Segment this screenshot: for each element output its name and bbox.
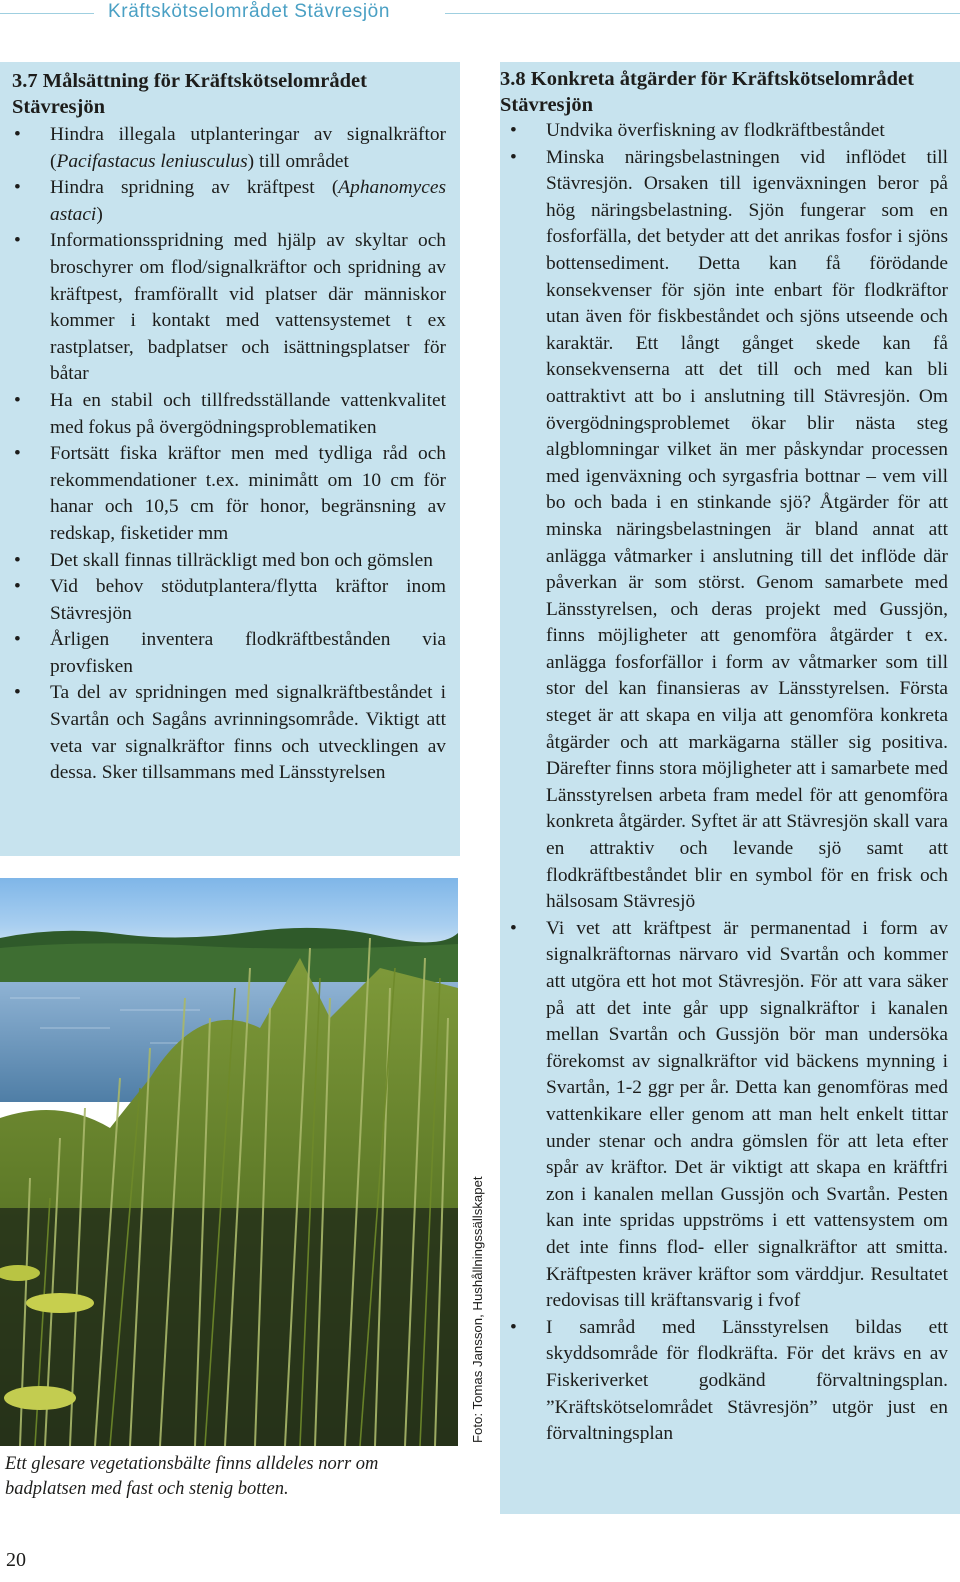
lake-reeds-illustration [0, 878, 458, 1446]
goal-item: • Vid behov stödutplantera/flytta kräftor inom Stävresjön [14, 576, 446, 624]
bullet: • [14, 576, 21, 598]
goals-box [0, 62, 460, 856]
actions-heading: 3.8 Konkreta åtgärder för Kräftskötselområdet Stävresjön [500, 68, 914, 116]
goal-item: • Hindra illegala utplanteringar av signalkräftor (Pacifastacus leniusculus) till området [14, 124, 446, 172]
bullet: • [14, 629, 21, 651]
goal-item: • Ta del av spridningen med signalkräftbeståndet i Svartån och Sagåns avrinningsområde. Viktigt att veta var signalkräftor finns och utvecklingen av dessa. Sker tillsammans med Länsstyrelsen [14, 682, 446, 784]
goal-item: • Informationsspridning med hjälp av skyltar och broschyrer om flod/signalkräftor och spridning av kräftpest, framförallt vid platser där människor kommer i kontakt med vattensystemet t ex rastplatser, badplatser och isättningsplatser för båtar [14, 230, 446, 385]
bullet: • [14, 124, 21, 145]
action-item: • Undvika överfiskning av flodkräftbeståndet [508, 118, 948, 145]
goals-heading: 3.7 Målsättning för Kräftskötselområdet Stävresjön [12, 70, 367, 118]
running-header [0, 0, 960, 28]
header-rule-left [0, 13, 94, 14]
goal-item: • Det skall finnas tillräckligt med bon och gömslen [12, 548, 446, 575]
goal-item: • Årligen inventera flodkräftbestånden via provfisken [14, 629, 446, 677]
bullet: • [510, 120, 517, 141]
bullet: • [14, 389, 21, 411]
bullet: • [510, 917, 517, 939]
action-item: • I samråd med Länsstyrelsen bildas ett skyddsområde för flodkräfta. För det krävs en av Fiskeriverket godkänd förvaltningsplan. ”Kräftskötselområdet Stävresjön” utgör just en förvaltningsplan [510, 1316, 948, 1445]
goals-list [12, 122, 446, 787]
header-rule-right [445, 13, 960, 14]
bullet: • [510, 146, 517, 168]
bullet: • [14, 230, 21, 252]
goal-item: • Ha en stabil och tillfredsställande vattenkvalitet med fokus på övergödningsproblematiken [14, 389, 446, 438]
bullet: • [14, 443, 21, 465]
actions-list [508, 118, 948, 1448]
bullet: • [510, 1316, 517, 1338]
header-title: Kräftskötselområdet Stävresjön [108, 1, 391, 22]
bullet: • [14, 682, 21, 704]
action-item: • Minska näringsbelastningen vid inflödet till Stävresjön. Orsaken till igenväxningen beror på hög näringsbelastning. Sjön fungerar som en fosforfälla, det betyder att det anrikas fosfor i sjöns bottensediment. Detta kan få förödande konsekvenser för sjön inte enbart för flodkräftor utan även för fiskbeståndet och sjöns utseende och karaktär. Ett långt gånget skede kan få konsekvenserna att det till och med kan bli oattraktivt att bo i anslutning till Stävresjön. Om övergödningsproblemet ökar blir nästa steg algblomningar vilket än mer påskyndar processen med igenväxning och syrgasfria bottnar – vem vill bo och bada i en stinkande sjö? Åtgärder för att minska näringsbelastningen är bland annat att anlägga våtmarker i anslutning till det inflöde där påverkan är som störst. Genom samarbete med Länsstyrelsen, och deras projekt med Gussjön, finns möjligheter att genomföra åtgärder t ex. anlägga fosforfällor i form av våtmarker som till stor del kan finansieras av Länsstyrelsen. Första steget är att skapa en vilja att genomföra konkreta åtgärder och att markägarna ställer sig positiva. Därefter finns stora möjligheter att i samarbete med Länsstyrelsen arbeta fram medel för att genomföra konkreta åtgärder. Syftet är att Stävresjön skall vara en attraktiv och levande sjö samt att flodkräftbeståndet blir en symbol för en frisk och hälsosam Stävresjö [510, 146, 948, 913]
bullet: • [14, 177, 21, 199]
bullet: • [14, 549, 21, 571]
actions-box [500, 62, 960, 1514]
action-item: • Vi vet att kräftpest är permanentad i form av signalkräftornas närvaro vid Svartån och kommer att utgöra ett hot mot Stävresjön. För att vara säker på att det inte går upp signalkräftor i kanalen mellan Svartån och Gussjön bör man undersöka förekomst av signalkräftor vid bäckens mynning i Svartån, 1-2 ggr per år. Detta kan genomföras med vattenkikare eller genom att man helt enkelt tittar under stenar och andra gömslen för att leta efter spår av kräftor. Det är viktigt att skapa en kräftfri zon i kanalen mellan Gussjön och Svartån. Pesten kan inte spridas uppströms i ett vattensystem om det inte finns flod- eller signalkräftor att smitta. Kräftpesten kräver kräftor som värddjur. Resultatet redovisas till kräftansvarig i fvof [510, 917, 948, 1312]
photo-caption: Ett glesare vegetationsbälte finns alldeles norr om badplatsen med fast och stenig botten. [5, 1454, 379, 1499]
goal-item: • Fortsätt fiska kräftor men med tydliga råd och rekommendationer t.ex. minimått om 10 cm för hanar och 10,5 cm för honor, begränsning av redskap, fisketider mm [14, 443, 446, 544]
photo-credit [466, 1173, 492, 1443]
lake-reeds-photo [0, 878, 458, 1446]
goal-item: • Hindra spridning av kräftpest (Aphanomyces astaci) [14, 177, 446, 225]
photo-credit-text: Foto: Tomas Jansson, Hushållningssällskapet [470, 1176, 485, 1443]
page-number: 20 [6, 1549, 26, 1571]
